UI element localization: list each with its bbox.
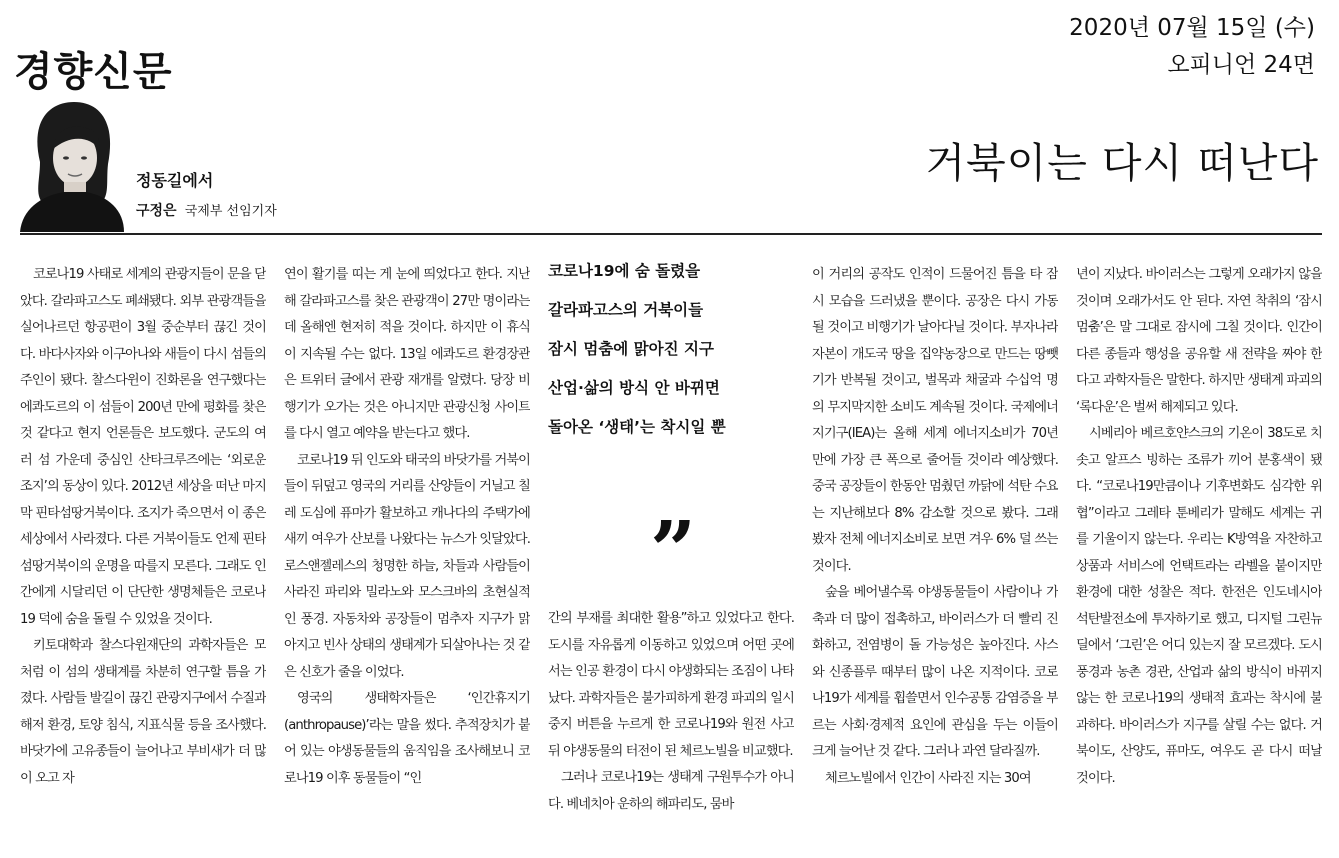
pull-quote-line: 돌아온 ‘생태’는 착시일 뿐 <box>548 418 726 436</box>
pull-quote-line: 코로나19에 숨 돌렸을 <box>548 262 701 280</box>
author-title: 국제부 선임기자 <box>184 204 277 219</box>
paragraph: 연이 활기를 띠는 게 눈에 띄었다고 한다. 지난해 갈라파고스를 찾은 관광객이 27만 명이라는데 올해엔 현저히 적을 것이다. 하지만 이 휴식이 지속될 수는 없다. 13일 에콰도르 환경장관은 트위터 글에서 관광 재개를 알렸다. 당장 비행기가 오가는 것은 아니지만 관광신청 사이트를 다시 열고 예약을 받는다고 했다. <box>284 267 530 441</box>
paragraph: 체르노빌에서 인간이 사라진 지는 30여 <box>825 770 1031 786</box>
article-column-5 <box>1076 262 1322 852</box>
paragraph: 이 거리의 공작도 인적이 드물어진 틈을 타 잠시 모습을 드러냈을 뿐이다. 공장은 다시 가동될 것이고 비행기가 날아다닐 것이다. 부자나라 자본이 개도국 땅을 집약농장으로 만드는 땅뺏기가 반복될 것이고, 벌목과 채굴과 수십억 명의 무지막지한 소비도 계속될 것이다. 국제에너지기구(IEA)는 올해 세계 에너지소비가 70년 만에 가장 큰 폭으로 줄어들 것이라 예상했다. 중국 공장들이 한동안 멈췄던 까닭에 석탄 수요는 지난해보다 8% 감소할 것으로 봤다. 그래 봤자 전체 에너지소비로 보면 겨우 6% 덜 쓰는 것이다. <box>812 267 1058 574</box>
paragraph: 코로나19 사태로 세계의 관광지들이 문을 닫았다. 갈라파고스도 폐쇄됐다. 외부 관광객들을 실어나르던 항공편이 3월 중순부터 끊긴 것이다. 바다사자와 이구아나와 새들이 다시 섬들의 주인이 됐다. 찰스다윈이 진화론을 연구했다는 에콰도르의 이 섬들이 200년 만에 평화를 찾은 것 같다고 현지 언론들은 보도했다. 군도의 여러 섬 가운데 중심인 산타크루즈에는 ‘외로운 조지’의 동상이 있다. 2012년 세상을 떠난 마지막 핀타섬땅거북이다. 조지가 죽으면서 이 종은 세상에서 사라졌다. 다른 거북이들도 언제 핀타섬땅거북이의 운명을 따를지 모른다. 그래도 인간에게 시달리던 이 단단한 생명체들은 코로나19 덕에 숨을 돌릴 수 있었을 것이다. <box>20 267 266 627</box>
column-title: 정동길에서 <box>136 171 214 190</box>
paragraph: 간의 부재를 최대한 활용”하고 있었다고 한다. 도시를 자유롭게 이동하고 있었으며 어떤 곳에서는 인공 환경이 다시 야생화되는 조짐이 나타났다. 과학자들은 불가피하게 환경 파괴의 일시중지 버튼을 누르게 한 코로나19와 원전 사고 뒤 야생동물의 터전이 된 체르노빌을 비교했다. <box>548 611 794 759</box>
pull-quote-line: 잠시 멈춤에 맑아진 지구 <box>548 340 714 358</box>
paragraph: 코로나19 뒤 인도와 태국의 바닷가를 거북이들이 뒤덮고 영국의 거리를 산양들이 거닐고 칠레 도심에 퓨마가 활보하고 캐나다의 주택가에 새끼 여우가 산보를 나왔다는 뉴스가 잇달았다. 로스앤젤레스의 청명한 하늘, 차들과 사람들이 사라진 파리와 밀라노와 모스크바의 초현실적인 풍경. 자동차와 공장들이 멈추자 지구가 맑아지고 빈사 상태의 생태계가 되살아나는 것 같은 신호가 줄을 이었다. <box>284 452 530 680</box>
paragraph: 숲을 베어낼수록 야생동물들이 사람이나 가축과 더 많이 접촉하고, 바이러스가 더 빨리 진화하고, 전염병이 돌 가능성은 높아진다. 사스와 신종플루 때부터 많이 나온 지적이다. 코로나19가 세계를 휩쓸면서 인수공통 감염증을 부르는 사회·경제적 요인에 관심을 두는 이들이 크게 늘어난 것 같다. 그러나 과연 달라질까. <box>812 585 1058 759</box>
pull-quote-line: 갈라파고스의 거북이들 <box>548 301 704 319</box>
pull-quote <box>548 262 794 457</box>
paragraph: 키토대학과 찰스다윈재단의 과학자들은 모처럼 이 섬의 생태계를 차분히 연구할 틈을 가졌다. 사람들 발길이 끊긴 관광지구에서 수질과 해저 환경, 토양 침식, 지표식물 등을 조사했다. 바닷가에 고유종들이 늘어나고 부비새가 더 많이 오고 자 <box>20 638 266 786</box>
publication-date: 2020년 07월 15일 (수) <box>1069 15 1315 41</box>
paragraph: 그러나 코로나19는 생태계 구원투수가 아니다. 베네치아 운하의 해파리도, 뭄바 <box>548 770 794 812</box>
author-photo <box>20 100 124 232</box>
pull-quote-line: 산업·삶의 방식 안 바뀌면 <box>548 379 720 397</box>
newspaper-masthead: 경향신문 <box>14 48 173 95</box>
quote-mark-icon: ” <box>650 503 697 597</box>
article-column-2 <box>284 262 530 852</box>
article-column-1 <box>20 262 266 852</box>
article-column-4 <box>812 262 1058 852</box>
author-name: 구정은 <box>136 203 177 219</box>
header-divider <box>20 233 1322 235</box>
paragraph: 년이 지났다. 바이러스는 그렇게 오래가지 않을 것이며 오래가서도 안 된다. 자연 착취의 ‘잠시 멈춤’은 말 그대로 잠시에 그칠 것이다. 인간이 다른 종들과 행성을 공유할 새 전략을 짜야 한다고 과학자들은 말한다. 하지만 생태계 파괴의 ‘록다운’은 벌써 해제되고 있다. <box>1076 267 1322 415</box>
article-headline: 거북이는 다시 떠난다 <box>925 139 1319 187</box>
byline <box>136 200 277 220</box>
dateline <box>1069 10 1315 84</box>
article-column-3 <box>548 606 794 852</box>
paragraph: 영국의 생태학자들은 ‘인간휴지기(anthropause)’라는 말을 썼다. 추적장치가 붙어 있는 야생동물들의 움직임을 조사해보니 코로나19 이후 동물들이 “인 <box>284 691 530 786</box>
author-portrait-icon <box>20 100 124 232</box>
section-page: 오피니언 24면 <box>1167 52 1315 78</box>
paragraph: 시베리아 베르호얀스크의 기온이 38도로 치솟고 알프스 빙하는 조류가 끼어 분홍색이 됐다. “코로나19만큼이나 기후변화도 심각한 위협”이라고 그레타 툰베리가 말해도 세계는 귀를 기울이지 않는다. 우리는 K방역을 자찬하고 상품과 서비스에 언택트라는 라벨을 붙이지만 환경에 대한 성찰은 적다. 한전은 인도네시아 석탄발전소에 투자하기로 했고, 디지털 그린뉴딜에서 ‘그린’은 어디 있는지 잘 모르겠다. 도시 풍경과 농촌 경관, 산업과 삶의 방식이 바뀌지 않는 한 코로나19의 생태적 효과는 착시에 불과하다. 바이러스가 지구를 살릴 수는 없다. 거북이도, 산양도, 퓨마도, 여우도 곧 다시 떠날 것이다. <box>1076 426 1322 786</box>
